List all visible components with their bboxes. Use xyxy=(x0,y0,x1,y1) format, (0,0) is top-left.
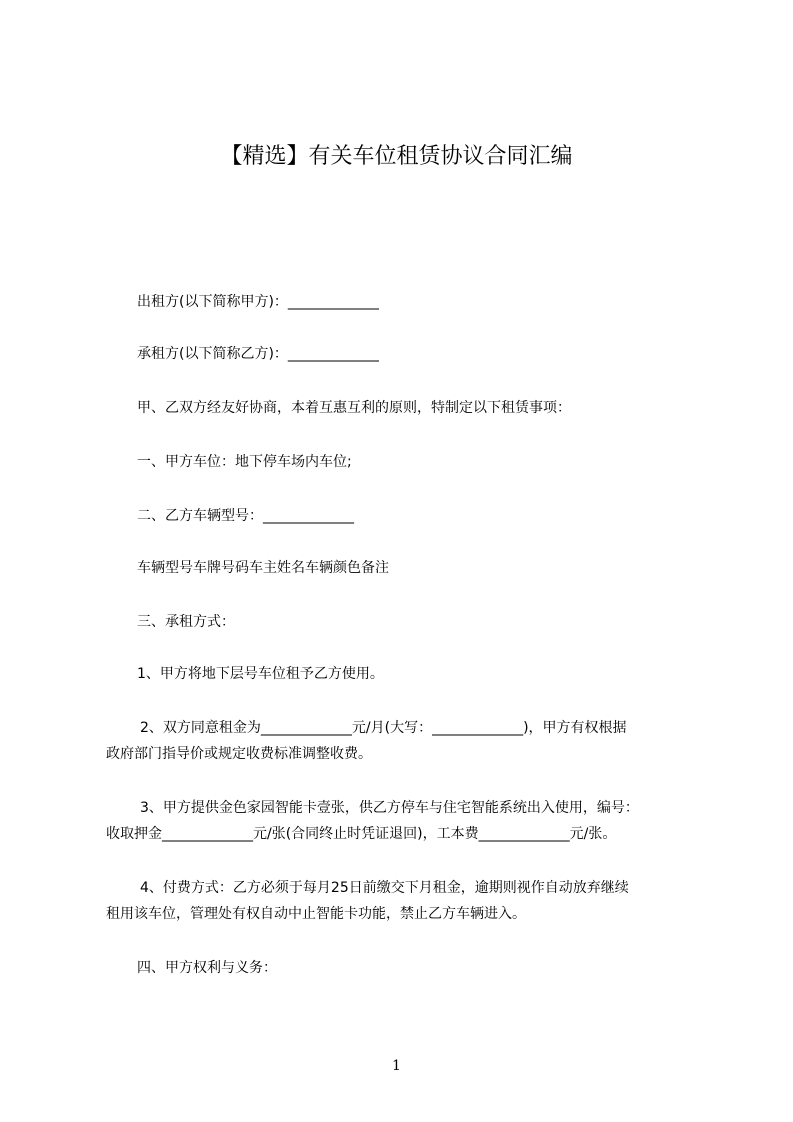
lessor-line: 出租方(以下简称甲方)：_____________ xyxy=(137,294,379,310)
lessee-line: 承租方(以下简称乙方)：_____________ xyxy=(137,346,379,362)
document-title: 【精选】有关车位租赁协议合同汇编 xyxy=(220,144,573,169)
clause-3-item-1: 1、甲方将地下层号车位租予乙方使用。 xyxy=(137,666,384,682)
clause-3-item-3-line-1: 3、甲方提供金色家园智能卡壹张，供乙方停车与住宅智能系统出入使用，编号： xyxy=(140,800,639,816)
clause-2-line: 二、乙方车辆型号：_____________ xyxy=(137,508,354,524)
preamble-line: 甲、乙双方经友好协商，本着互惠互利的原则，特制定以下租赁事项： xyxy=(137,400,571,416)
clause-3-item-3-line-2: 收取押金_____________元/张(合同终止时凭证退回)，工本费_____________元/张。 xyxy=(106,826,617,842)
clause-1-line: 一、甲方车位：地下停车场内车位; xyxy=(137,454,352,470)
vehicle-table-header-line: 车辆型号车牌号码车主姓名车辆颜色备注 xyxy=(137,560,389,576)
clause-3-item-2-line-1: 2、双方同意租金为_____________元/月(大写：_____________)，甲方有权根据 xyxy=(140,720,627,736)
page-number: 1 xyxy=(392,1058,401,1074)
clause-3-item-4-line-1: 4、付费方式：乙方必须于每月25日前缴交下月租金，逾期则视作自动放弃继续 xyxy=(140,880,629,896)
clause-4-heading: 四、甲方权利与义务： xyxy=(137,960,277,976)
clause-3-item-2-line-2: 政府部门指导价或规定收费标准调整收费。 xyxy=(106,746,372,762)
clause-3-item-4-line-2: 租用该车位，管理处有权自动中止智能卡功能，禁止乙方车辆进入。 xyxy=(106,906,526,922)
clause-3-heading: 三、承租方式： xyxy=(137,614,235,630)
